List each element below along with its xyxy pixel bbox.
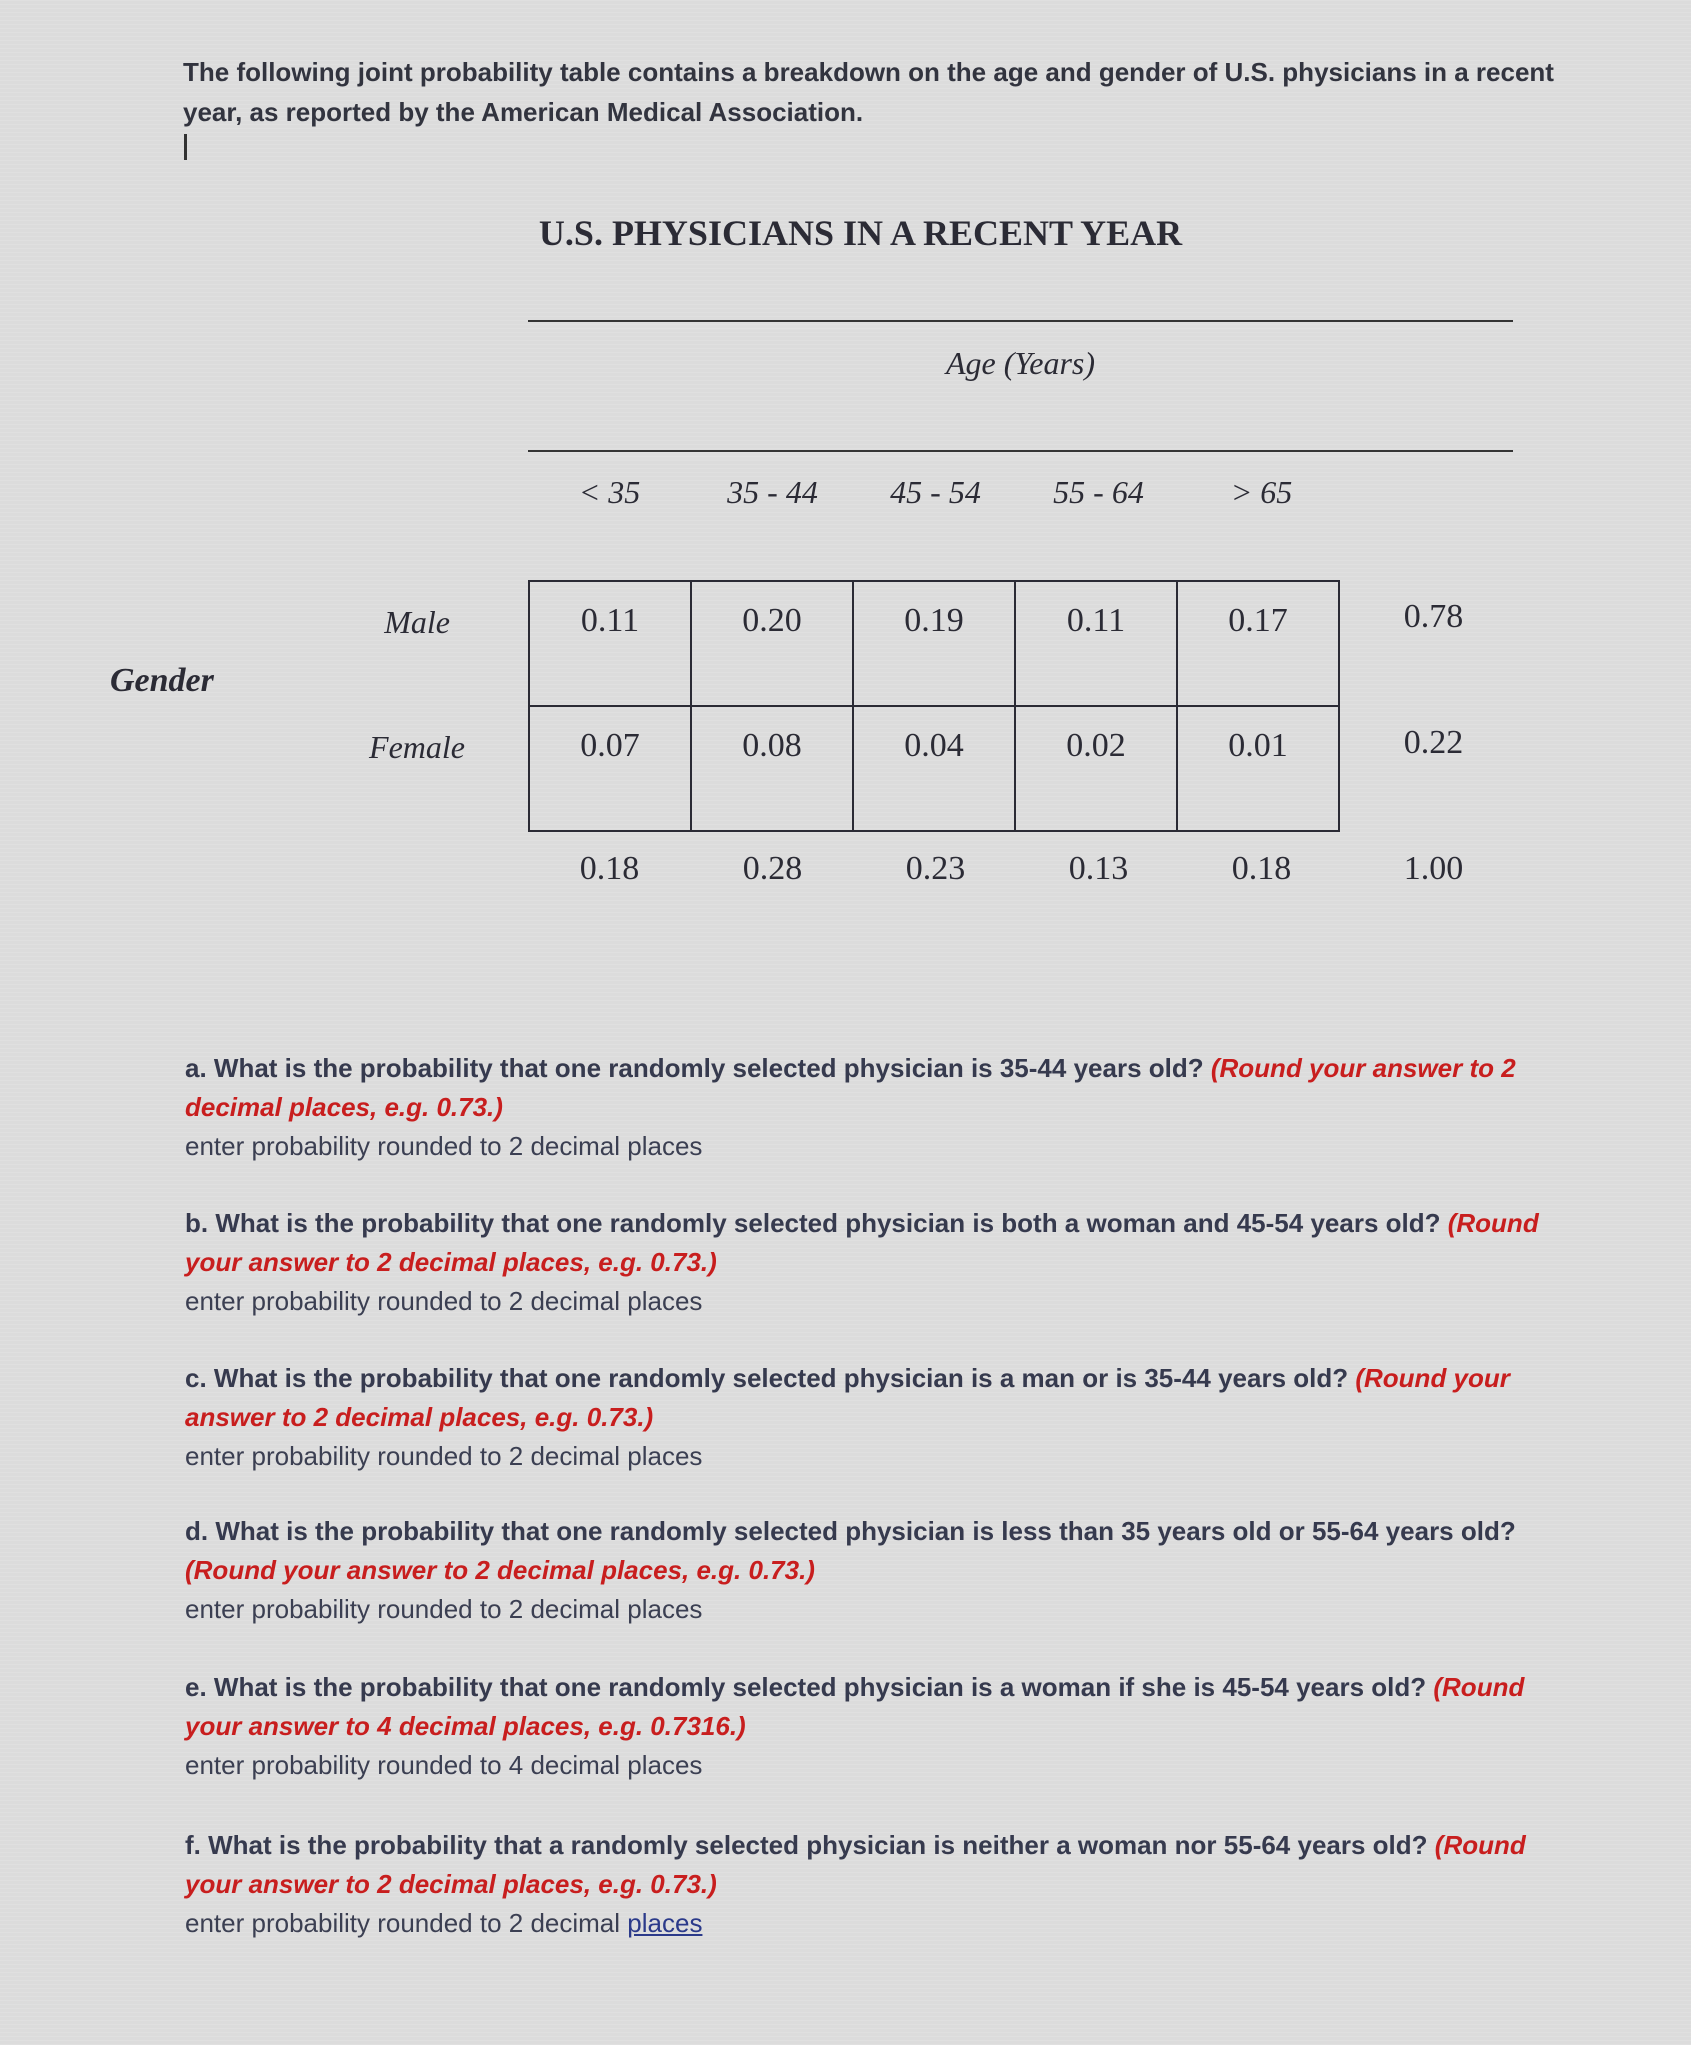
probability-table (528, 580, 1340, 832)
answer-entry-field[interactable]: enter probability rounded to 2 decimal places (185, 1286, 703, 1316)
question-f (185, 1826, 1585, 1943)
question-text: c. What is the probability that one randomly selected physician is a man or is 35-44 years old? (185, 1363, 1349, 1393)
column-header: < 35 (578, 474, 641, 510)
table-cell: 0.11 (529, 581, 691, 706)
table-cell: 0.17 (1177, 581, 1339, 706)
column-total: 0.23 (905, 850, 966, 887)
table-cell: 0.20 (691, 581, 853, 706)
gender-group-label: Gender (110, 662, 214, 699)
row-header-male: Male (384, 604, 450, 640)
top-rule (528, 320, 1513, 322)
header-rule (528, 450, 1513, 452)
question-text: f. What is the probability that a randomly selected physician is neither a woman nor 55-64 years old? (185, 1830, 1428, 1860)
table-cell: 0.07 (529, 706, 691, 831)
column-total: 0.28 (742, 850, 803, 887)
table-cell: 0.04 (853, 706, 1015, 831)
rounding-hint: (Round your answer to 4 decimal places, e.g. 0.7316.) (185, 1672, 1525, 1741)
row-header-female: Female (369, 729, 465, 765)
row-total-male: 0.78 (1403, 598, 1464, 635)
question-e (185, 1668, 1585, 1785)
rounding-hint: (Round your answer to 2 decimal places, e.g. 0.73.) (185, 1830, 1526, 1899)
entry-prefix-text: enter probability rounded to 2 decimal (185, 1908, 621, 1938)
age-group-label: Age (Years) (945, 345, 1096, 381)
column-total: 0.18 (579, 850, 640, 887)
table-cell: 0.11 (1015, 581, 1177, 706)
intro-text: The following joint probability table contains a breakdown on the age and gender of U.S. physicians in a recent year, as reported by the American Medical Association. (183, 57, 1554, 127)
table-cell: 0.08 (691, 706, 853, 831)
table-cell: 0.02 (1015, 706, 1177, 831)
table-cell: 0.19 (853, 581, 1015, 706)
row-total-female: 0.22 (1403, 724, 1464, 761)
column-header: 35 - 44 (727, 474, 818, 510)
answer-entry-field[interactable] (185, 1904, 1585, 1943)
grand-total: 1.00 (1403, 850, 1464, 887)
column-total: 0.13 (1068, 850, 1129, 887)
table-title: U.S. PHYSICIANS IN A RECENT YEAR (538, 213, 1183, 253)
question-text: a. What is the probability that one randomly selected physician is 35-44 years old? (185, 1053, 1204, 1083)
entry-link[interactable]: places (627, 1908, 703, 1938)
question-text: b. What is the probability that one randomly selected physician is both a woman and 45-54 years old? (185, 1208, 1441, 1238)
column-header: 55 - 64 (1053, 474, 1144, 510)
answer-entry-field[interactable]: enter probability rounded to 2 decimal places (185, 1131, 703, 1161)
answer-entry-field[interactable]: enter probability rounded to 2 decimal places (185, 1594, 703, 1624)
question-text: e. What is the probability that one randomly selected physician is a woman if she is 45-54 years old? (185, 1672, 1427, 1702)
rounding-hint: (Round your answer to 2 decimal places, e.g. 0.73.) (185, 1208, 1539, 1277)
rounding-hint: (Round your answer to 2 decimal places, e.g. 0.73.) (185, 1555, 815, 1585)
table-row (529, 706, 1339, 831)
column-header: 45 - 54 (890, 474, 981, 510)
question-b (185, 1204, 1585, 1321)
rounding-hint: (Round your answer to 2 decimal places, e.g. 0.73.) (185, 1053, 1516, 1122)
question-d (185, 1512, 1585, 1629)
table-cell: 0.01 (1177, 706, 1339, 831)
question-c (185, 1359, 1585, 1476)
column-header: > 65 (1230, 474, 1293, 510)
text-cursor (184, 134, 187, 160)
answer-entry-field[interactable]: enter probability rounded to 4 decimal places (185, 1750, 703, 1780)
question-a (185, 1049, 1585, 1166)
rounding-hint: (Round your answer to 2 decimal places, e.g. 0.73.) (185, 1363, 1510, 1432)
column-total: 0.18 (1231, 850, 1292, 887)
table-row (529, 581, 1339, 706)
answer-entry-field[interactable]: enter probability rounded to 2 decimal places (185, 1441, 703, 1471)
question-text: d. What is the probability that one randomly selected physician is less than 35 years old or 55-64 years old? (185, 1516, 1516, 1546)
